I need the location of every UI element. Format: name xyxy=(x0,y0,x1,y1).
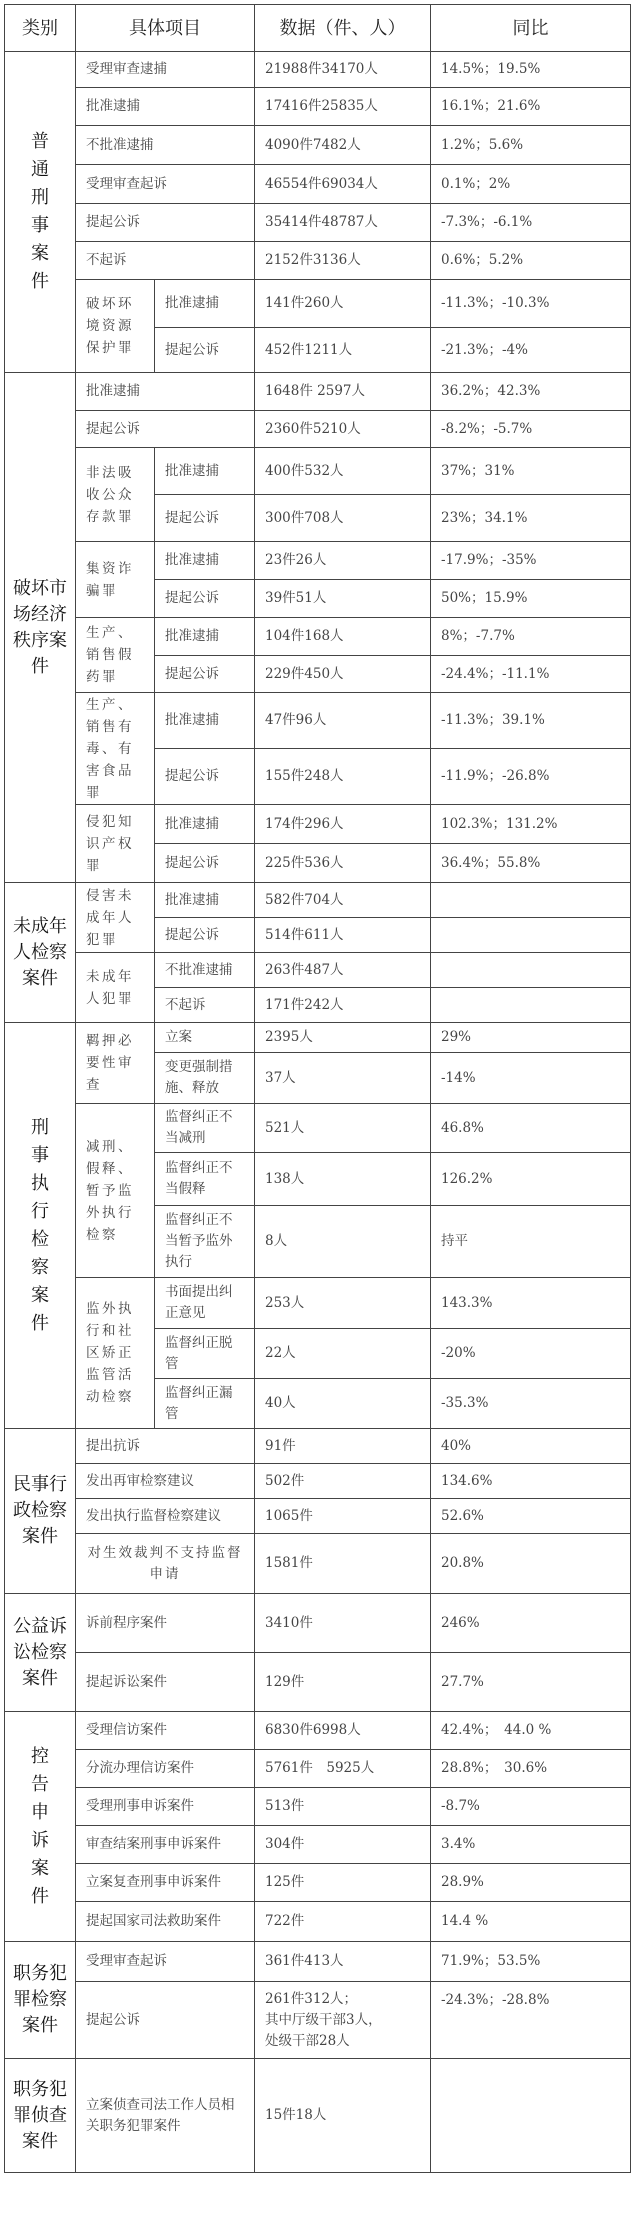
data-cell: 91件 xyxy=(255,1429,431,1464)
data-cell: 5761件 5925人 xyxy=(255,1750,431,1788)
data-cell: 521人 xyxy=(255,1104,431,1153)
table-row xyxy=(5,448,631,495)
yoy-cell: 14.4 % xyxy=(431,1902,631,1942)
table-row xyxy=(5,1982,631,2059)
category-cell: 职务犯罪检察案件 xyxy=(5,1942,76,2059)
yoy-cell: -24.3%；-28.8% xyxy=(431,1982,631,2059)
data-cell: 47件96人 xyxy=(255,693,431,749)
data-cell: 46554件69034人 xyxy=(255,165,431,204)
data-cell: 21988件34170人 xyxy=(255,52,431,88)
data-line: 处级干部28人 xyxy=(265,2032,350,2049)
yoy-cell: -17.9%；-35% xyxy=(431,542,631,580)
item-cell: 提起公诉 xyxy=(76,204,255,242)
yoy-cell: 20.8% xyxy=(431,1534,631,1594)
item-cell: 诉前程序案件 xyxy=(76,1594,255,1653)
yoy-cell: 37%；31% xyxy=(431,448,631,495)
item-cell: 变更强制措施、释放 xyxy=(155,1053,255,1104)
table-row xyxy=(5,1023,631,1053)
item-cell: 提起公诉 xyxy=(155,495,255,542)
yoy-cell: -24.4%；-11.1% xyxy=(431,656,631,693)
table-row xyxy=(5,88,631,126)
yoy-cell: 8%；-7.7% xyxy=(431,618,631,656)
yoy-cell: 28.9% xyxy=(431,1864,631,1902)
header-category: 类别 xyxy=(5,5,76,52)
data-cell: 8人 xyxy=(255,1206,431,1278)
table-row xyxy=(5,52,631,88)
table-row xyxy=(5,1653,631,1712)
data-cell: 2395人 xyxy=(255,1023,431,1053)
data-cell: 35414件48787人 xyxy=(255,204,431,242)
table-row xyxy=(5,1788,631,1826)
yoy-cell: 23%；34.1% xyxy=(431,495,631,542)
table-row xyxy=(5,1104,631,1153)
table-row xyxy=(5,2059,631,2173)
table-row xyxy=(5,618,631,656)
data-cell: 174件296人 xyxy=(255,805,431,844)
yoy-cell: 246% xyxy=(431,1594,631,1653)
item-cell: 不批准逮捕 xyxy=(155,953,255,988)
data-cell: 400件532人 xyxy=(255,448,431,495)
yoy-cell xyxy=(431,883,631,918)
header-yoy: 同比 xyxy=(431,5,631,52)
item-cell: 提起国家司法救助案件 xyxy=(76,1902,255,1942)
data-cell: 15件18人 xyxy=(255,2059,431,2173)
item-cell: 提出抗诉 xyxy=(76,1429,255,1464)
yoy-cell: 52.6% xyxy=(431,1499,631,1534)
data-cell: 22人 xyxy=(255,1329,431,1379)
table-row xyxy=(5,1429,631,1464)
yoy-cell: 3.4% xyxy=(431,1826,631,1864)
item-cell: 受理审查起诉 xyxy=(76,165,255,204)
subcategory-cell: 监外执行和社区矫正监管活动检察 xyxy=(76,1278,155,1429)
item-cell: 提起公诉 xyxy=(155,844,255,883)
data-cell: 104件168人 xyxy=(255,618,431,656)
item-cell: 提起公诉 xyxy=(76,411,255,448)
yoy-cell: 0.6%；5.2% xyxy=(431,242,631,280)
item-cell: 批准逮捕 xyxy=(155,805,255,844)
data-cell: 17416件25835人 xyxy=(255,88,431,126)
data-cell: 129件 xyxy=(255,1653,431,1712)
table-row xyxy=(5,1864,631,1902)
yoy-cell: -11.3%；-10.3% xyxy=(431,280,631,328)
yoy-cell: 46.8% xyxy=(431,1104,631,1153)
table-row xyxy=(5,126,631,165)
data-cell: 39件51人 xyxy=(255,580,431,618)
category-cell: 破坏市场经济秩序案件 xyxy=(5,373,76,883)
item-cell: 提起公诉 xyxy=(155,580,255,618)
data-cell: 361件413人 xyxy=(255,1942,431,1982)
data-cell: 155件248人 xyxy=(255,749,431,805)
item-cell: 批准逮捕 xyxy=(155,280,255,328)
yoy-cell: 36.4%；55.8% xyxy=(431,844,631,883)
table-row xyxy=(5,1499,631,1534)
yoy-cell: 1.2%；5.6% xyxy=(431,126,631,165)
item-cell: 对生效裁判不支持监督申请 xyxy=(76,1534,255,1594)
item-cell: 批准逮捕 xyxy=(155,883,255,918)
table-row xyxy=(5,805,631,844)
yoy-cell: -14% xyxy=(431,1053,631,1104)
data-cell: 513件 xyxy=(255,1788,431,1826)
data-cell: 722件 xyxy=(255,1902,431,1942)
category-cell: 普通刑事案件 xyxy=(5,52,76,373)
table-row xyxy=(5,280,631,328)
yoy-cell xyxy=(431,2059,631,2173)
yoy-cell: 40% xyxy=(431,1429,631,1464)
yoy-cell: 102.3%；131.2% xyxy=(431,805,631,844)
data-cell: 4090件7482人 xyxy=(255,126,431,165)
item-cell: 批准逮捕 xyxy=(155,693,255,749)
item-cell: 发出执行监督检察建议 xyxy=(76,1499,255,1534)
item-cell: 不批准逮捕 xyxy=(76,126,255,165)
yoy-cell xyxy=(431,953,631,988)
data-cell: 2152件3136人 xyxy=(255,242,431,280)
item-cell: 提起公诉 xyxy=(155,656,255,693)
table-row xyxy=(5,1750,631,1788)
item-cell: 受理信访案件 xyxy=(76,1712,255,1750)
yoy-cell: 36.2%；42.3% xyxy=(431,373,631,411)
category-cell: 职务犯罪侦查案件 xyxy=(5,2059,76,2173)
data-cell: 37人 xyxy=(255,1053,431,1104)
table xyxy=(4,4,631,2173)
item-cell: 监督纠正脱管 xyxy=(155,1329,255,1379)
header-item: 具体项目 xyxy=(76,5,255,52)
table-row xyxy=(5,204,631,242)
item-cell: 批准逮捕 xyxy=(155,448,255,495)
table-row xyxy=(5,1278,631,1329)
yoy-cell: -8.2%；-5.7% xyxy=(431,411,631,448)
yoy-cell: 持平 xyxy=(431,1206,631,1278)
subcategory-cell: 侵犯知识产权罪 xyxy=(76,805,155,883)
data-cell: 304件 xyxy=(255,1826,431,1864)
item-cell: 批准逮捕 xyxy=(76,88,255,126)
item-cell: 不起诉 xyxy=(76,242,255,280)
yoy-cell: 0.1%；2% xyxy=(431,165,631,204)
data-cell: 452件1211人 xyxy=(255,328,431,373)
category-cell: 刑事执行检察案件 xyxy=(5,1023,76,1429)
table-row xyxy=(5,1942,631,1982)
yoy-cell: 126.2% xyxy=(431,1153,631,1206)
yoy-cell: 27.7% xyxy=(431,1653,631,1712)
item-cell: 批准逮捕 xyxy=(155,542,255,580)
subcategory-cell: 集资诈骗罪 xyxy=(76,542,155,618)
subcategory-cell: 羁押必要性审查 xyxy=(76,1023,155,1104)
data-cell: 502件 xyxy=(255,1464,431,1499)
table-row xyxy=(5,411,631,448)
data-cell: 225件536人 xyxy=(255,844,431,883)
item-cell: 书面提出纠正意见 xyxy=(155,1278,255,1329)
item-cell: 批准逮捕 xyxy=(76,373,255,411)
data-cell: 1065件 xyxy=(255,1499,431,1534)
yoy-cell: 29% xyxy=(431,1023,631,1053)
table-row xyxy=(5,883,631,918)
category-cell: 公益诉讼检察案件 xyxy=(5,1594,76,1712)
item-cell: 立案侦查司法工作人员相关职务犯罪案件 xyxy=(76,2059,255,2173)
item-cell: 提起公诉 xyxy=(155,328,255,373)
table-row xyxy=(5,1534,631,1594)
subcategory-cell: 生产、销售假药罪 xyxy=(76,618,155,693)
table-row xyxy=(5,953,631,988)
data-cell: 3410件 xyxy=(255,1594,431,1653)
header-data: 数据（件、人） xyxy=(255,5,431,52)
yoy-cell: 71.9%；53.5% xyxy=(431,1942,631,1982)
item-cell: 分流办理信访案件 xyxy=(76,1750,255,1788)
table-row xyxy=(5,542,631,580)
data-cell: 514件611人 xyxy=(255,918,431,953)
subcategory-cell: 减刑、假释、暂予监外执行检察 xyxy=(76,1104,155,1278)
table-row xyxy=(5,1712,631,1750)
header-row xyxy=(5,5,631,52)
category-cell: 控告申诉案件 xyxy=(5,1712,76,1942)
item-cell: 受理审查逮捕 xyxy=(76,52,255,88)
yoy-cell: 14.5%；19.5% xyxy=(431,52,631,88)
item-cell: 审查结案刑事申诉案件 xyxy=(76,1826,255,1864)
data-cell: 253人 xyxy=(255,1278,431,1329)
item-cell: 监督纠正不当减刑 xyxy=(155,1104,255,1153)
yoy-cell: 50%；15.9% xyxy=(431,580,631,618)
data-cell: 300件708人 xyxy=(255,495,431,542)
item-cell: 监督纠正不当假释 xyxy=(155,1153,255,1206)
yoy-cell: -21.3%；-4% xyxy=(431,328,631,373)
yoy-cell: -11.3%；39.1% xyxy=(431,693,631,749)
item-cell: 批准逮捕 xyxy=(155,618,255,656)
category-cell: 民事行政检察案件 xyxy=(5,1429,76,1594)
yoy-cell: 134.6% xyxy=(431,1464,631,1499)
item-cell: 立案复查刑事申诉案件 xyxy=(76,1864,255,1902)
table-row xyxy=(5,1902,631,1942)
table-row xyxy=(5,1464,631,1499)
yoy-cell xyxy=(431,988,631,1023)
item-cell: 不起诉 xyxy=(155,988,255,1023)
yoy-cell: -11.9%；-26.8% xyxy=(431,749,631,805)
item-cell: 提起诉讼案件 xyxy=(76,1653,255,1712)
item-cell: 提起公诉 xyxy=(155,749,255,805)
data-line: 261件312人； xyxy=(265,1990,358,2007)
subcategory-cell: 生产、销售有毒、有害食品罪 xyxy=(76,693,155,805)
subcategory-cell: 非法吸收公众存款罪 xyxy=(76,448,155,542)
yoy-cell: 143.3% xyxy=(431,1278,631,1329)
table-row xyxy=(5,242,631,280)
data-cell: 125件 xyxy=(255,1864,431,1902)
data-cell: 229件450人 xyxy=(255,656,431,693)
data-cell: 138人 xyxy=(255,1153,431,1206)
item-cell: 监督纠正不当暂予监外执行 xyxy=(155,1206,255,1278)
data-cell: 23件26人 xyxy=(255,542,431,580)
item-cell: 发出再审检察建议 xyxy=(76,1464,255,1499)
data-cell: 1648件 2597人 xyxy=(255,373,431,411)
table-row xyxy=(5,165,631,204)
table-row xyxy=(5,1594,631,1653)
yoy-cell: 28.8%； 30.6% xyxy=(431,1750,631,1788)
yoy-cell: -7.3%；-6.1% xyxy=(431,204,631,242)
data-cell: 263件487人 xyxy=(255,953,431,988)
table-row xyxy=(5,693,631,749)
category-cell: 未成年人检察案件 xyxy=(5,883,76,1023)
item-cell: 立案 xyxy=(155,1023,255,1053)
table-row xyxy=(5,373,631,411)
data-cell: 2360件5210人 xyxy=(255,411,431,448)
item-cell: 受理刑事申诉案件 xyxy=(76,1788,255,1826)
yoy-cell: 42.4%； 44.0 % xyxy=(431,1712,631,1750)
subcategory-cell: 破坏环境资源保护罪 xyxy=(76,280,155,373)
item-cell: 提起公诉 xyxy=(76,1982,255,2059)
yoy-cell: -35.3% xyxy=(431,1379,631,1429)
yoy-cell: -20% xyxy=(431,1329,631,1379)
yoy-cell: 16.1%；21.6% xyxy=(431,88,631,126)
data-cell: 1581件 xyxy=(255,1534,431,1594)
subcategory-cell: 侵害未成年人犯罪 xyxy=(76,883,155,953)
data-cell: 141件260人 xyxy=(255,280,431,328)
data-cell: 40人 xyxy=(255,1379,431,1429)
data-cell: 582件704人 xyxy=(255,883,431,918)
data-line: 其中厅级干部3人， xyxy=(265,2011,382,2028)
item-cell: 监督纠正漏管 xyxy=(155,1379,255,1429)
item-cell: 提起公诉 xyxy=(155,918,255,953)
data-cell: 6830件6998人 xyxy=(255,1712,431,1750)
yoy-cell xyxy=(431,918,631,953)
data-cell: 171件242人 xyxy=(255,988,431,1023)
table-row xyxy=(5,1826,631,1864)
yoy-cell: -8.7% xyxy=(431,1788,631,1826)
data-cell xyxy=(255,1982,431,2059)
item-cell: 受理审查起诉 xyxy=(76,1942,255,1982)
subcategory-cell: 未成年人犯罪 xyxy=(76,953,155,1023)
